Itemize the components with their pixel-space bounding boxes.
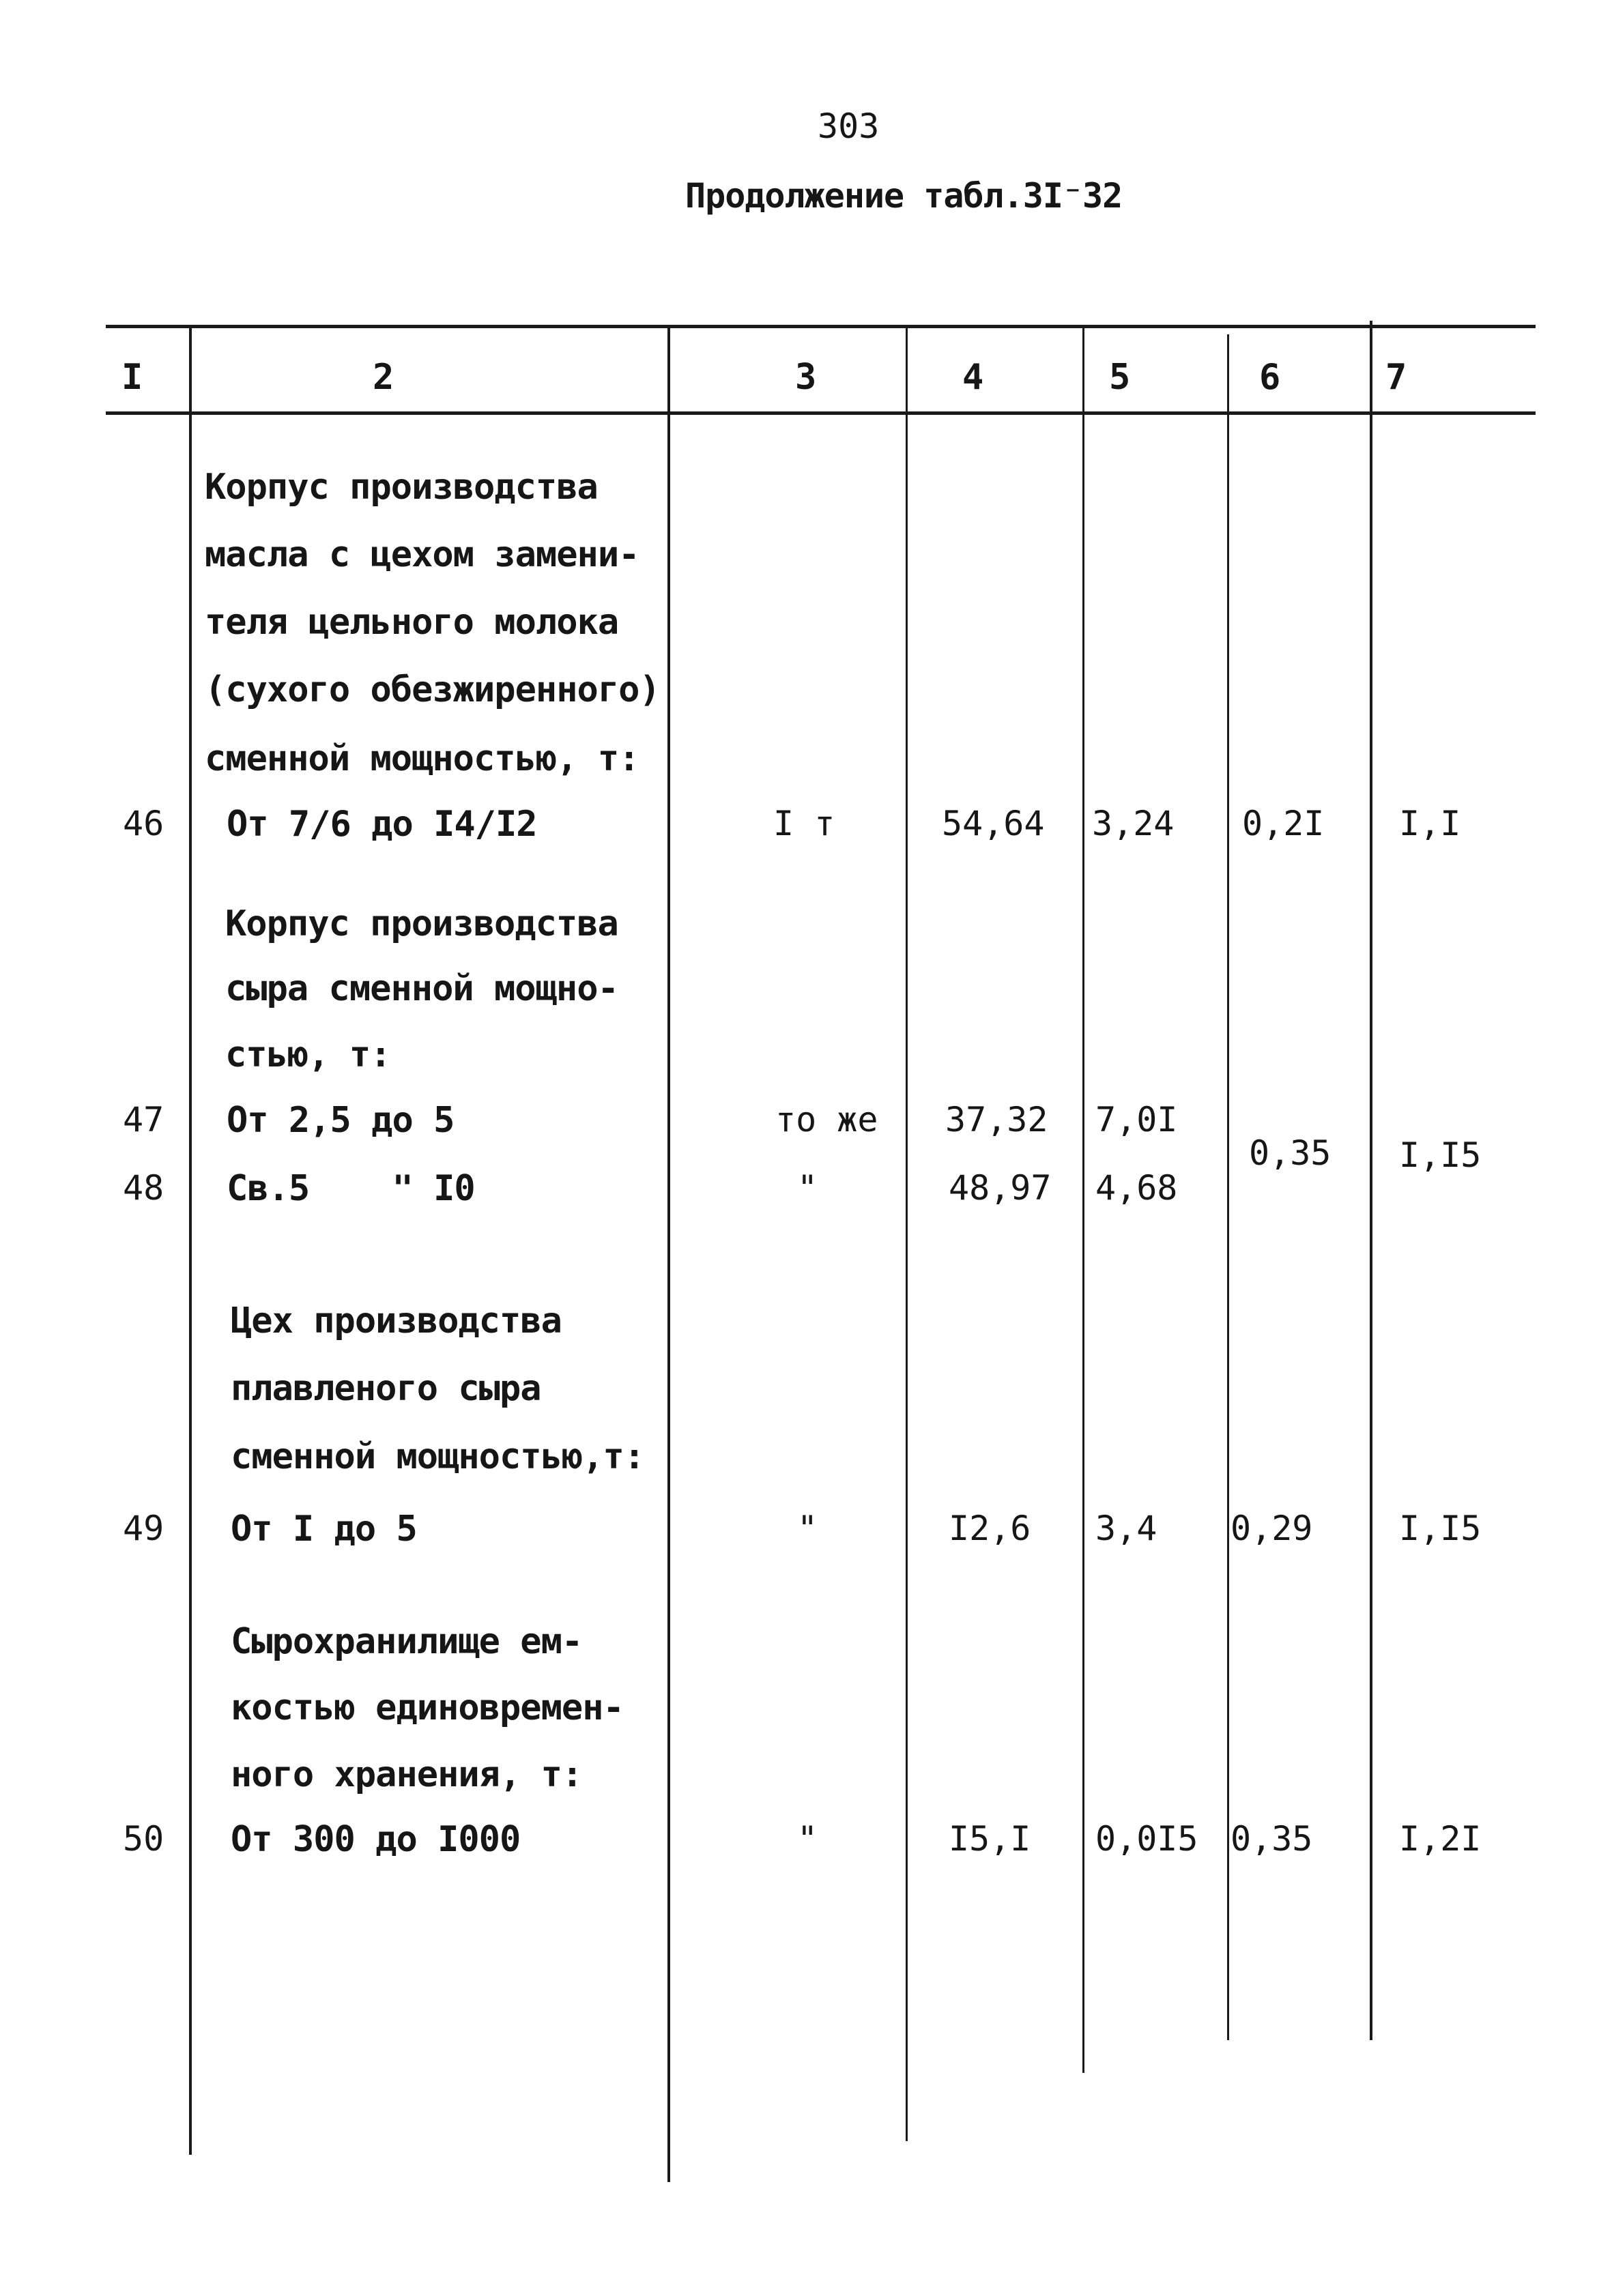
group-heading-line: теля цельного молока [205, 602, 619, 643]
unit-cell: I т [773, 804, 835, 843]
row-description: От 2,5 до 5 [227, 1100, 455, 1141]
unit-cell: " [797, 1168, 818, 1208]
column-divider-2 [667, 326, 670, 2182]
group-heading-line: сменной мощностью, т: [205, 738, 639, 779]
column-header-6: 6 [1259, 357, 1281, 398]
merged-value-cell-6: 0,35 [1249, 1133, 1332, 1173]
value-cell-6: 0,2I [1242, 804, 1325, 843]
column-header-5: 5 [1109, 357, 1131, 398]
group-heading-line: плавленого сыра [231, 1368, 541, 1409]
group-heading-line: Сырохранилище ем- [231, 1621, 583, 1662]
value-cell-6: 0,29 [1230, 1509, 1313, 1548]
group-heading-line: сыра сменной мощно- [225, 968, 618, 1009]
group-heading-line: Цех производства [231, 1300, 562, 1341]
column-header-3: 3 [795, 357, 817, 398]
row-number: 46 [123, 804, 164, 843]
value-cell-4: I5,I [949, 1819, 1031, 1859]
row-description: От 300 до I000 [231, 1819, 521, 1860]
column-divider-3 [906, 326, 908, 2141]
value-cell-6: 0,35 [1230, 1819, 1313, 1859]
value-cell-5: 3,4 [1095, 1509, 1157, 1548]
value-cell-4: 54,64 [942, 804, 1045, 843]
group-heading-line: масла с цехом замени- [205, 534, 639, 575]
column-divider-1 [189, 326, 192, 2155]
column-header-4: 4 [962, 357, 984, 398]
unit-cell: то же [775, 1100, 878, 1139]
table-top-rule [106, 325, 1536, 328]
row-number: 48 [123, 1168, 164, 1208]
row-number: 49 [123, 1509, 164, 1548]
group-heading-line: ного хранения, т: [231, 1754, 583, 1795]
merged-value-cell-7: I,I5 [1399, 1135, 1482, 1175]
group-heading-line: Корпус производства [205, 467, 598, 508]
table-caption: Продолжение табл.3I⁻32 [685, 176, 1123, 216]
value-cell-5: 7,0I [1095, 1100, 1178, 1139]
group-heading-line: сменной мощностью,т: [231, 1436, 645, 1477]
header-bottom-rule [106, 411, 1536, 415]
row-description: От I до 5 [231, 1509, 417, 1550]
value-cell-4: 48,97 [949, 1168, 1052, 1208]
unit-cell: " [797, 1819, 818, 1859]
column-divider-5 [1227, 334, 1229, 2040]
row-description: От 7/6 до I4/I2 [227, 804, 537, 845]
row-description: Св.5 " I0 [227, 1168, 475, 1209]
group-heading-line: Корпус производства [225, 903, 618, 944]
value-cell-5: 4,68 [1095, 1168, 1178, 1208]
group-heading-line: (сухого обезжиренного) [205, 669, 660, 710]
row-number: 47 [123, 1100, 164, 1139]
column-header-2: 2 [373, 357, 394, 398]
group-heading-line: костью единовремен- [231, 1687, 624, 1728]
page-number: 303 [818, 106, 880, 146]
column-header-1: I [121, 357, 143, 398]
value-cell-5: 0,0I5 [1095, 1819, 1198, 1859]
column-header-7: 7 [1385, 357, 1407, 398]
row-number: 50 [123, 1819, 164, 1859]
value-cell-4: I2,6 [949, 1509, 1031, 1548]
value-cell-7: I,2I [1399, 1819, 1482, 1859]
column-divider-6 [1370, 321, 1372, 2040]
value-cell-7: I,I [1399, 804, 1461, 843]
value-cell-7: I,I5 [1399, 1509, 1482, 1548]
value-cell-4: 37,32 [945, 1100, 1048, 1139]
unit-cell: " [797, 1509, 818, 1548]
column-divider-4 [1082, 326, 1084, 2073]
group-heading-line: стью, т: [225, 1034, 391, 1075]
value-cell-5: 3,24 [1092, 804, 1175, 843]
